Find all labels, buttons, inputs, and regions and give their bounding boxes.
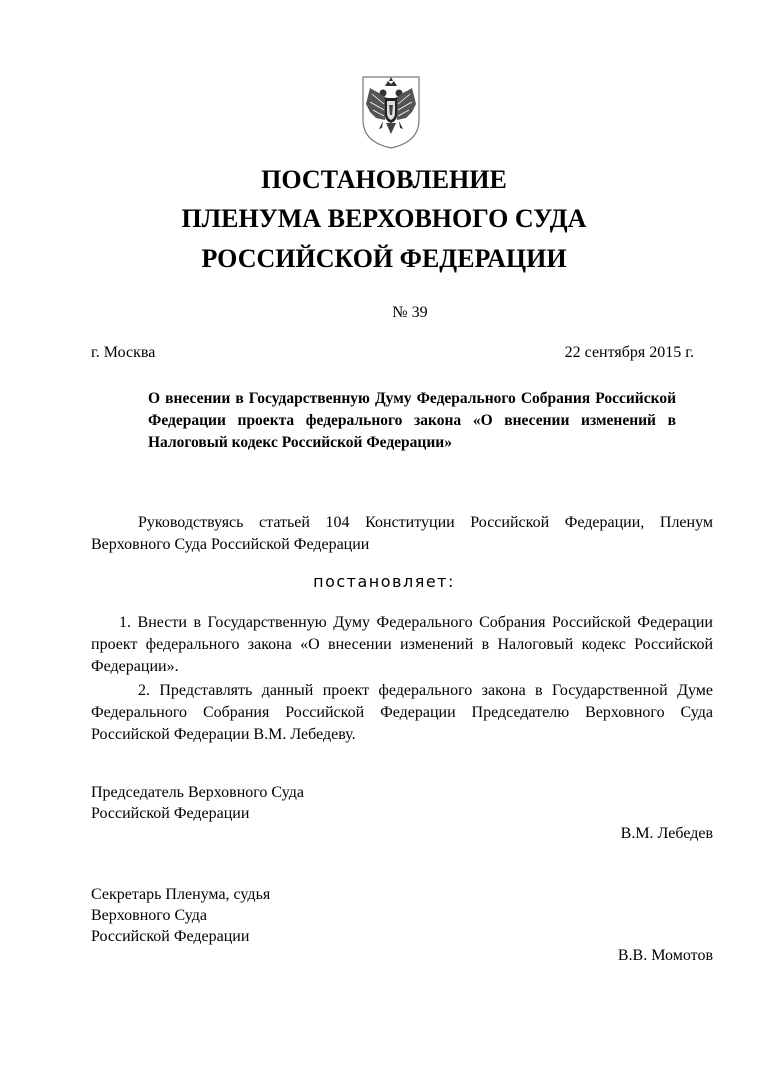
signature-block-chairman: [91, 782, 304, 824]
signatory-title-line: Председатель Верховного Суда: [91, 784, 304, 801]
preamble-paragraph: Руководствуясь статьей 104 Конституции Российской Федерации, Пленум Верховного Суда Российской Федерации: [91, 514, 713, 553]
resolves-heading: постановляет:: [313, 572, 455, 591]
signature-block-secretary: [91, 884, 270, 947]
signatory-title-line: Российской Федерации: [91, 928, 250, 945]
signatory-title-line: Верховного Суда: [91, 907, 207, 924]
resolution-item-1: 1. Внести в Государственную Думу Федерального Собрания Российской Федерации проект федерального закона «О внесении изменений в Налоговый кодекс Российской Федерации».: [91, 614, 713, 675]
signatory-name-secretary: В.В. Момотов: [617, 947, 713, 964]
signatory-title-line: Российской Федерации: [91, 805, 250, 822]
signatory-name-chairman: В.М. Лебедев: [620, 825, 713, 842]
document-date: 22 сентября 2015 г.: [564, 344, 694, 361]
document-number: № 39: [392, 304, 428, 321]
coat-of-arms-icon: [360, 74, 422, 150]
document-title-line-3: РОССИЙСКОЙ ФЕДЕРАЦИИ: [201, 244, 567, 273]
document-subject: О внесении в Государственную Думу Федерального Собрания Российской Федерации проекта федерального закона «О внесении изменений в Налоговый кодекс Российской Федерации»: [148, 390, 676, 451]
signatory-title-line: Секретарь Пленума, судья: [91, 886, 271, 903]
document-title-line-2: ПЛЕНУМА ВЕРХОВНОГО СУДА: [181, 204, 587, 233]
document-city: г. Москва: [91, 344, 156, 361]
resolution-item-2: 2. Представлять данный проект федерального закона в Государственной Думе Федерального Собрания Российской Федерации Председателю Верховного Суда Российской Федерации В.М. Лебедеву.: [91, 682, 713, 743]
document-title-line-1: ПОСТАНОВЛЕНИЕ: [261, 165, 507, 194]
